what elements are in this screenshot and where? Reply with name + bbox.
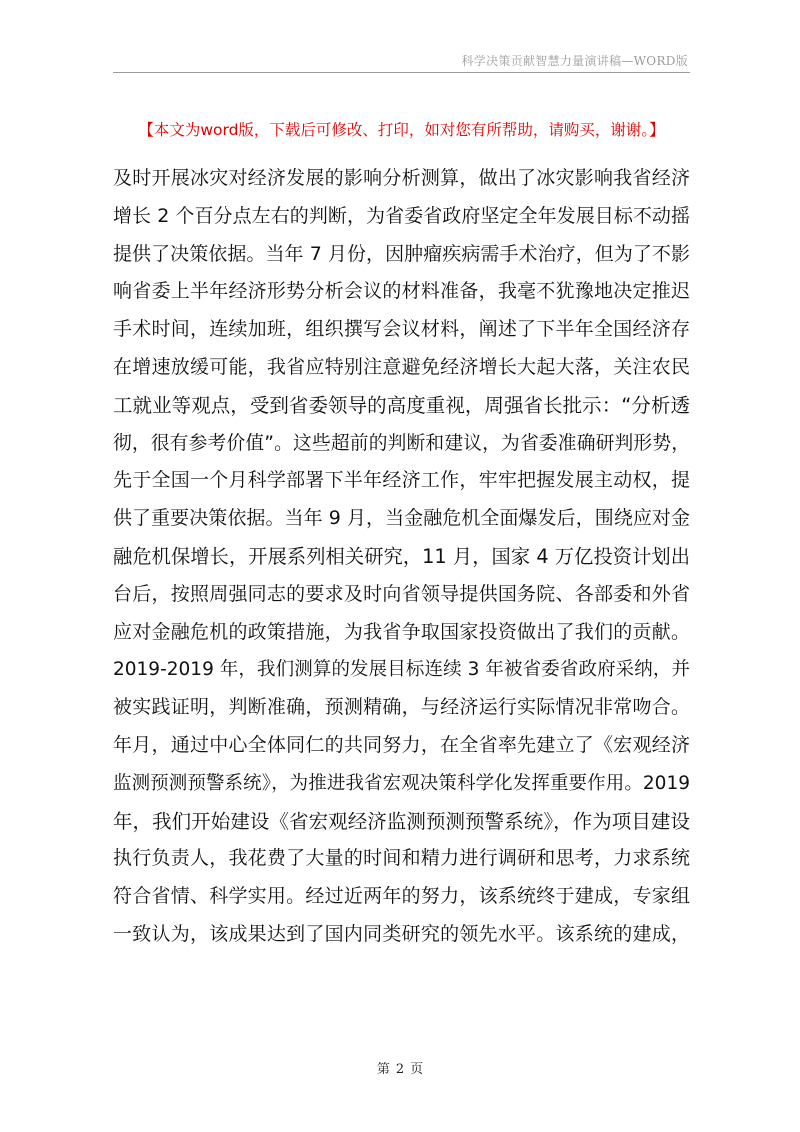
text-line: 应对金融危机的政策措施，为我省争取国家投资做出了我们的贡献。 [113, 620, 690, 643]
text-line: 供了重要决策依据。当年 9 月，当金融危机全面爆发后，围绕应对金 [113, 507, 690, 530]
text-line: 2019-2019 年，我们测算的发展目标连续 3 年被省委省政府采纳，并 [113, 659, 690, 681]
text-line: 工就业等观点，受到省委领导的高度重视，周强省长批示：“分析透 [113, 393, 690, 417]
text-line: 台后，按照周强同志的要求及时向省领导提供国务院、各部委和外省 [113, 582, 690, 605]
footer-suffix: 页 [410, 1062, 424, 1077]
body-paragraph [113, 160, 690, 954]
text-line: 被实践证明，判断准确，预测精确，与经济运行实际情况非常吻合。 [113, 696, 690, 719]
text-line: 及时开展冰灾对经济发展的影响分析测算，做出了冰灾影响我省经济 [113, 167, 690, 189]
text-line: 增长 2 个百分点左右的判断，为省委省政府坚定全年发展目标不动摇 [113, 204, 690, 227]
text-line: 年，我们开始建设《省宏观经济监测预测预警系统》，作为项目建设 [113, 809, 690, 833]
text-line: 执行负责人，我花费了大量的时间和精力进行调研和思考，力求系统 [113, 847, 690, 870]
download-notice: 【本文为word版，下载后可修改、打印，如对您有所帮助，请购买，谢谢。】 [138, 121, 665, 139]
text-line: 年月，通过中心全体同仁的共同努力，在全省率先建立了《宏观经济 [113, 733, 690, 756]
text-line: 响省委上半年经济形势分析会议的材料准备，我毫不犹豫地决定推迟 [113, 280, 690, 303]
text-line: 手术时间，连续加班，组织撰写会议材料，阐述了下半年全国经济存 [113, 318, 690, 341]
text-line: 监测预测预警系统》，为推进我省宏观决策科学化发挥重要作用。2019 [113, 772, 690, 794]
footer-prefix: 第 [376, 1062, 390, 1077]
header-divider [113, 72, 690, 73]
page-number: 2 [395, 1062, 405, 1077]
text-line: 一致认为，该成果达到了国内同类研究的领先水平。该系统的建成， [113, 922, 690, 945]
text-line: 在增速放缓可能，我省应特别注意避免经济增长大起大落，关注农民 [113, 355, 690, 378]
text-line: 提供了决策依据。当年 7 月份，因肿瘤疾病需手术治疗，但为了不影 [113, 242, 690, 265]
text-line: 先于全国一个月科学部署下半年经济工作，牢牢把握发展主动权，提 [113, 469, 690, 492]
text-line: 彻，很有参考价值”。这些超前的判断和建议，为省委准确研判形势， [113, 432, 690, 454]
page-footer [0, 1058, 800, 1077]
page-header-title: 科学决策贡献智慧力量演讲稿—WORD版 [461, 54, 688, 68]
text-line: 符合省情、科学实用。经过近两年的努力，该系统终于建成，专家组 [113, 885, 690, 908]
text-line: 融危机保增长，开展系列相关研究，11 月，国家 4 万亿投资计划出 [113, 544, 690, 568]
